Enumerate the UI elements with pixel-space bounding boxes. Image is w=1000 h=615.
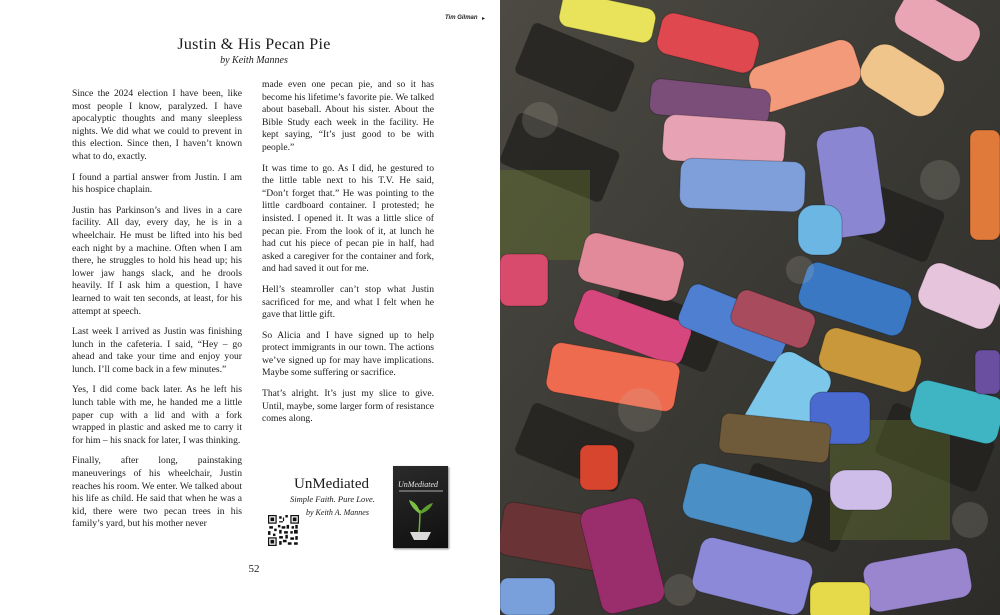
paragraph: I found a partial answer from Justin. I am his hospice chaplain.	[72, 171, 242, 196]
paragraph: made even one pecan pie, and so it has become his lifetime’s favorite pie. We talked about baseball. About his sister. About the Bible Study each week in the facility. He kept saying, “It’s just good to be with people.”	[262, 79, 434, 153]
qr-code-icon[interactable]	[268, 515, 299, 546]
paragraph: Justin has Parkinson’s and lives in a care facility. All day, every day, he is in a wheelchair. He must be lifted into his bed each night by a machine. Often when I am there, he struggles to hold his head up; his lower jaw hangs slack, and he drools heavily. If I ask him a question, I have learned to wait ten seconds, at least, for his attempt at speech.	[72, 204, 242, 317]
ad-title: UnMediated	[294, 476, 369, 492]
paragraph: Last week I arrived as Justin was finishing lunch in the cafeteria. I said, “Hey – go ahead and take your time and enjoy your lunch. I’ll come back in a few minutes.”	[72, 326, 242, 375]
article-column-1	[72, 88, 242, 558]
paragraph: Since the 2024 election I have been, like most people I know, paralyzed. I have apocalyptic thoughts and many sleepless nights. We did what we could to prevent in this election. Since then, I haven’t known what to do, exactly.	[72, 88, 242, 162]
ad-tagline: Simple Faith. Pure Love.	[290, 494, 375, 504]
paragraph: Finally, after long, painstaking maneuverings of his wheelchair, Justin reaches his room. We enter. We talked about his life as child. He said that when he was a kid, there were two pecan trees in his family’s yard, but his mother never	[72, 455, 242, 530]
sprout-icon	[393, 466, 448, 548]
paragraph: So Alicia and I have signed up to help protect immigrants in our town. The actions we’ve signed up for may have implications. Maybe some suffering or sacrifice.	[262, 329, 434, 379]
article-title: Justin & His Pecan Pie	[177, 36, 331, 53]
chalk-pastels-illustration	[500, 0, 1000, 615]
article-byline: by Keith Mannes	[220, 55, 288, 66]
paragraph: It was time to go. As I did, he gestured to the little table next to his T.V. He said, “Don’t forget that.” He was pointing to the little cardboard container. I protested; he insisted. I opened it. It was a little slice of pecan pie. From the look of it, at lunch he had cut his piece of pecan pie in half, had asked a caregiver for the container and fork, and had saved it out for me.	[262, 162, 434, 275]
book-cover-image[interactable]	[393, 466, 448, 548]
paragraph: Hell’s steamroller can’t stop what Justin sacrificed for me, and what I felt when he gave that little gift.	[262, 283, 434, 321]
triangle-right-icon: ▸	[482, 15, 486, 22]
ad-author: by Keith A. Mannes	[306, 508, 369, 517]
running-head-author: Tim Gilman	[445, 15, 478, 21]
chalk-pastels-photo	[500, 0, 1000, 615]
book-cover-title: UnMediated	[398, 480, 438, 489]
page-number: 52	[248, 563, 260, 575]
paragraph: That’s alright. It’s just my slice to give. Until, maybe, some larger form of resistance comes along.	[262, 388, 434, 425]
article-column-2	[262, 79, 434, 434]
paragraph: Yes, I did come back later. As he left his lunch table with me, he handed me a little paper cup with a lid and with a fork wrapped in plastic and asked me to carry it for him – his snack for later, I was thinking.	[72, 384, 242, 446]
